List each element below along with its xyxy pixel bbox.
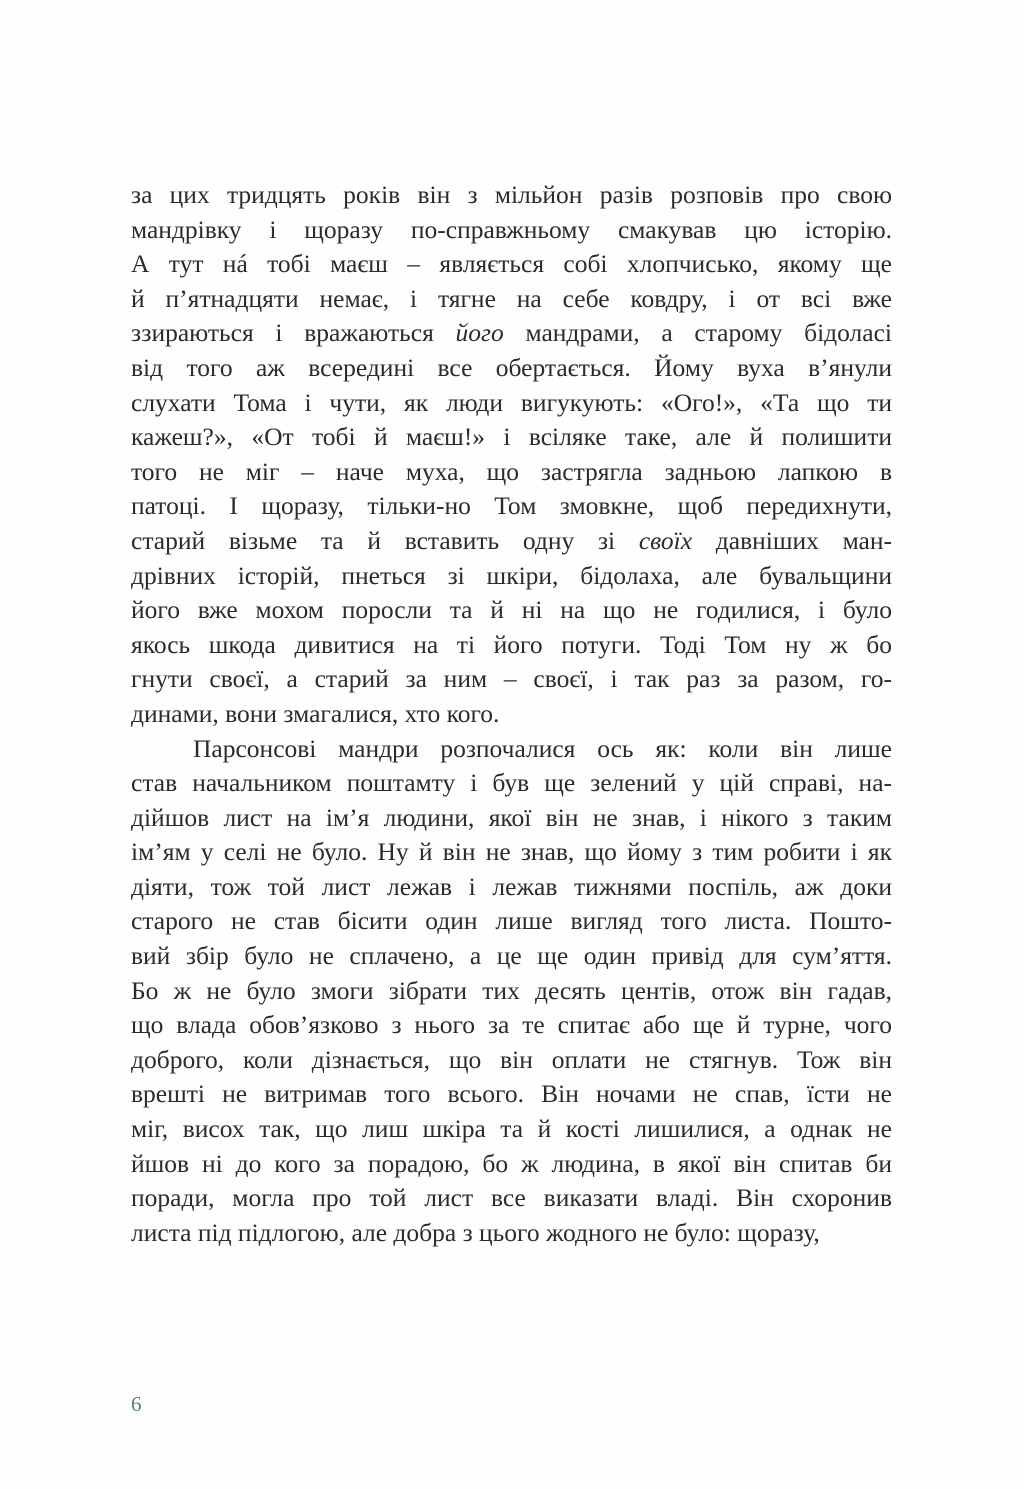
text-line: за цих тридцять років він з мільйон разів розповів про свою bbox=[131, 180, 892, 209]
text-line: йшов ні до кого за порадою, бо ж людина, в якої він спитав би bbox=[131, 1148, 892, 1178]
text-line: що влада обов’язково з нього за те спитає або ще й турне, чого bbox=[131, 1010, 892, 1040]
text-line: слухати Тома і чути, як люди вигукують: «Ого!», «Та що ти bbox=[131, 387, 892, 417]
text-line: листа під підлогою, але добра з цього жодного не було: щоразу, bbox=[131, 1217, 820, 1247]
text-line: динами, вони змагалися, хто кого. bbox=[131, 698, 500, 728]
text-line: патоці. І щоразу, тільки-но Том змовкне, щоб передихнути, bbox=[131, 491, 892, 521]
text-line: міг, висох так, що лиш шкіра та й кості лишилися, а однак не bbox=[131, 1114, 892, 1144]
text-line: став начальником поштамту і був ще зелений у цій справі, на- bbox=[131, 768, 892, 798]
text-line: поради, могла про той лист все виказати владі. Він схоронив bbox=[131, 1183, 892, 1213]
paragraph bbox=[131, 732, 892, 1251]
text-line: від того аж всередині все обертається. Йому вуха в’янули bbox=[131, 352, 892, 382]
text-line: Парсонсові мандри розпочалися ось як: коли він лише bbox=[193, 733, 892, 763]
text-line: дійшов лист на ім’я людини, якої він не знав, і нікого з таким bbox=[131, 802, 892, 832]
text-line: діяти, тож той лист лежав і лежав тижнями поспіль, аж доки bbox=[131, 871, 892, 901]
text-line: ім’ям у селі не було. Ну й він не знав, що йому з тим робити і як bbox=[131, 837, 892, 867]
text-line: доброго, коли дізнається, що він оплати не стягнув. Тож він bbox=[131, 1044, 892, 1074]
page-number: 6 bbox=[131, 1392, 142, 1416]
text-line: вий збір було не сплачено, а це ще один привід для сум’яття. bbox=[131, 941, 892, 971]
paragraph bbox=[131, 178, 892, 732]
text-line: його вже мохом поросли та й ні на що не годилися, і було bbox=[131, 595, 892, 625]
body-text bbox=[131, 178, 892, 1250]
text-line: старого не став бісити один лише вигляд того листа. Пошто- bbox=[131, 906, 892, 936]
text-line: Бо ж не було змоги зібрати тих десять центів, отож він гадав, bbox=[131, 975, 892, 1005]
text-line: якось шкода дивитися на ті його потуги. Тоді Том ну ж бо bbox=[131, 629, 892, 659]
text-line: мандрівку і щоразу по-справжньому смакував цю історію. bbox=[131, 214, 892, 244]
italic-emphasis: своїх bbox=[638, 525, 693, 555]
text-line: старий візьме та й вставить одну зі своїх давніших ман- bbox=[131, 525, 893, 555]
text-line: дрівних історій, пнеться зі шкіри, бідолаха, але бувальщини bbox=[131, 560, 892, 590]
text-line: гнути своєї, а старий за ним – своєї, і так раз за разом, го- bbox=[131, 664, 892, 694]
text-line: того не міг – наче муха, що застрягла задньою лапкою в bbox=[131, 456, 892, 486]
text-line: ззираються і вражаються його мандрами, а старому бідоласі bbox=[131, 318, 892, 348]
text-line: й п’ятнадцяти немає, і тягне на себе ковдру, і от всі вже bbox=[131, 283, 892, 313]
italic-emphasis: його bbox=[455, 318, 504, 348]
text-line: А тут нá тобі маєш – являється собі хлопчисько, якому ще bbox=[131, 249, 892, 279]
text-line: врешті не витримав того всього. Він ночами не спав, їсти не bbox=[131, 1079, 892, 1109]
text-line: кажеш?», «От тобі й маєш!» і всіляке таке, але й полишити bbox=[131, 422, 892, 452]
